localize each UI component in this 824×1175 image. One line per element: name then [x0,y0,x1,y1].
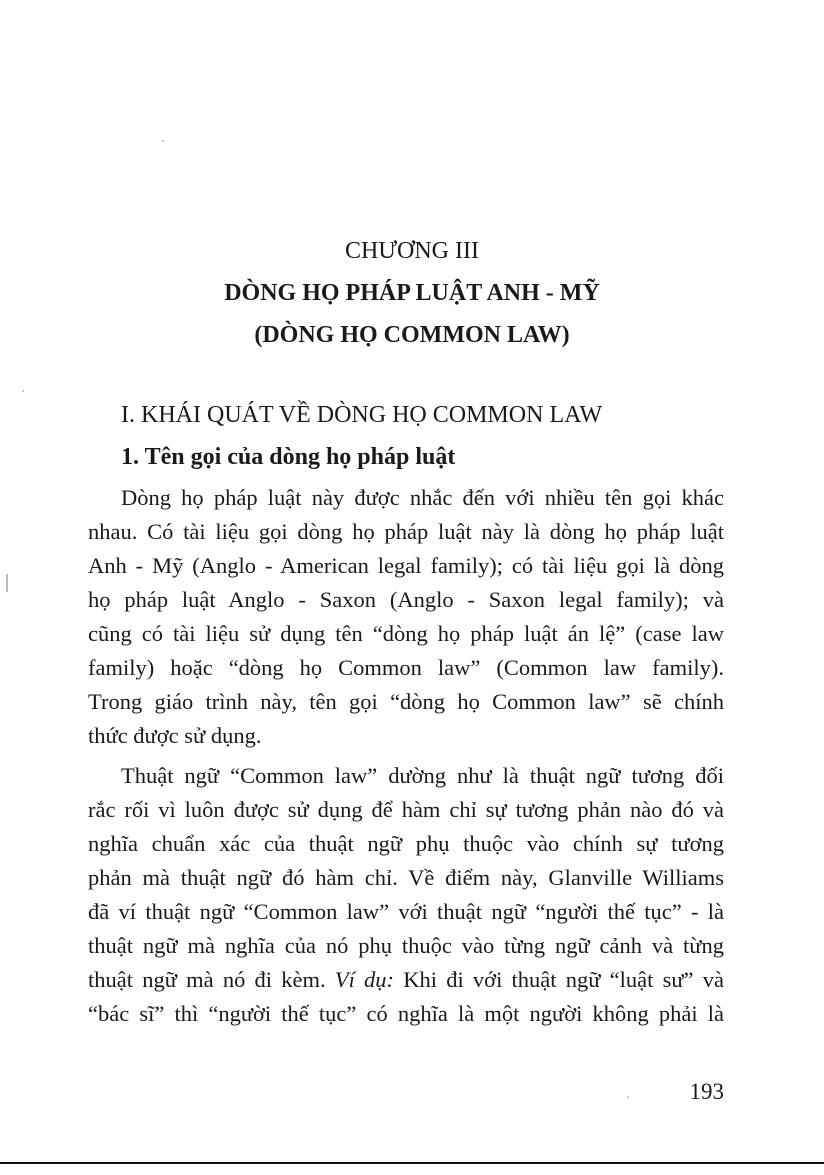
section-heading: I. KHÁI QUÁT VỀ DÒNG HỌ COMMON LAW [121,402,603,428]
paragraph-1-line: nhau. Có tài liệu gọi dòng họ pháp luật này là dòng họ pháp luật [88,519,724,544]
scan-speck [627,1096,629,1098]
example-label: Ví dụ: [334,967,395,992]
paragraph-1-line: family) hoặc “dòng họ Common law” (Common law family). [88,655,724,680]
subsection-heading: 1. Tên gọi của dòng họ pháp luật [121,444,456,470]
paragraph-2-line: rắc rối vì luôn được sử dụng để hàm chỉ sự tương phản nào đó và [88,797,724,822]
chapter-title-line-1: DÒNG HỌ PHÁP LUẬT ANH - MỸ [224,280,600,306]
paragraph-2-text: thuật ngữ mà nó đi kèm. [88,967,326,992]
paragraph-1-line: họ pháp luật Anglo - Saxon (Anglo - Saxon legal family); và [88,587,724,612]
scan-speck [22,390,24,392]
paragraph-1-line: Anh - Mỹ (Anglo - American legal family); có tài liệu gọi là dòng [88,553,724,578]
page-number: 193 [689,1079,724,1104]
paragraph-2-line: nghĩa chuẩn xác của thuật ngữ phụ thuộc vào chính sự tương [88,831,724,856]
paragraph-1-line: thức được sử dụng. [88,723,262,748]
paragraph-2-line: “bác sĩ” thì “người thế tục” có nghĩa là một người không phải là [88,1001,724,1026]
chapter-title-line-2: (DÒNG HỌ COMMON LAW) [254,322,570,348]
paragraph-2-text: Khi đi với thuật ngữ “luật sư” và [403,967,724,992]
scan-speck [6,574,8,592]
chapter-label: CHƯƠNG III [345,238,479,264]
scan-edge-line [0,1162,824,1164]
paragraph-1-line: Trong giáo trình này, tên gọi “dòng họ Common law” sẽ chính [88,689,724,714]
paragraph-1-line: Dòng họ pháp luật này được nhắc đến với nhiều tên gọi khác [121,485,724,510]
paragraph-1-line: cũng có tài liệu sử dụng tên “dòng họ pháp luật án lệ” (case law [88,621,724,646]
paragraph-2-line: thuật ngữ mà nghĩa của nó phụ thuộc vào từng ngữ cảnh và từng [88,933,724,958]
paragraph-2-line [88,966,724,994]
paragraph-2-line: phản mà thuật ngữ đó hàm chỉ. Về điểm này, Glanville Williams [88,865,724,890]
paragraph-2-line: đã ví thuật ngữ “Common law” với thuật ngữ “người thế tục” - là [88,899,724,924]
paragraph-2-line: Thuật ngữ “Common law” dường như là thuật ngữ tương đối [121,763,724,788]
scan-speck [162,140,164,142]
